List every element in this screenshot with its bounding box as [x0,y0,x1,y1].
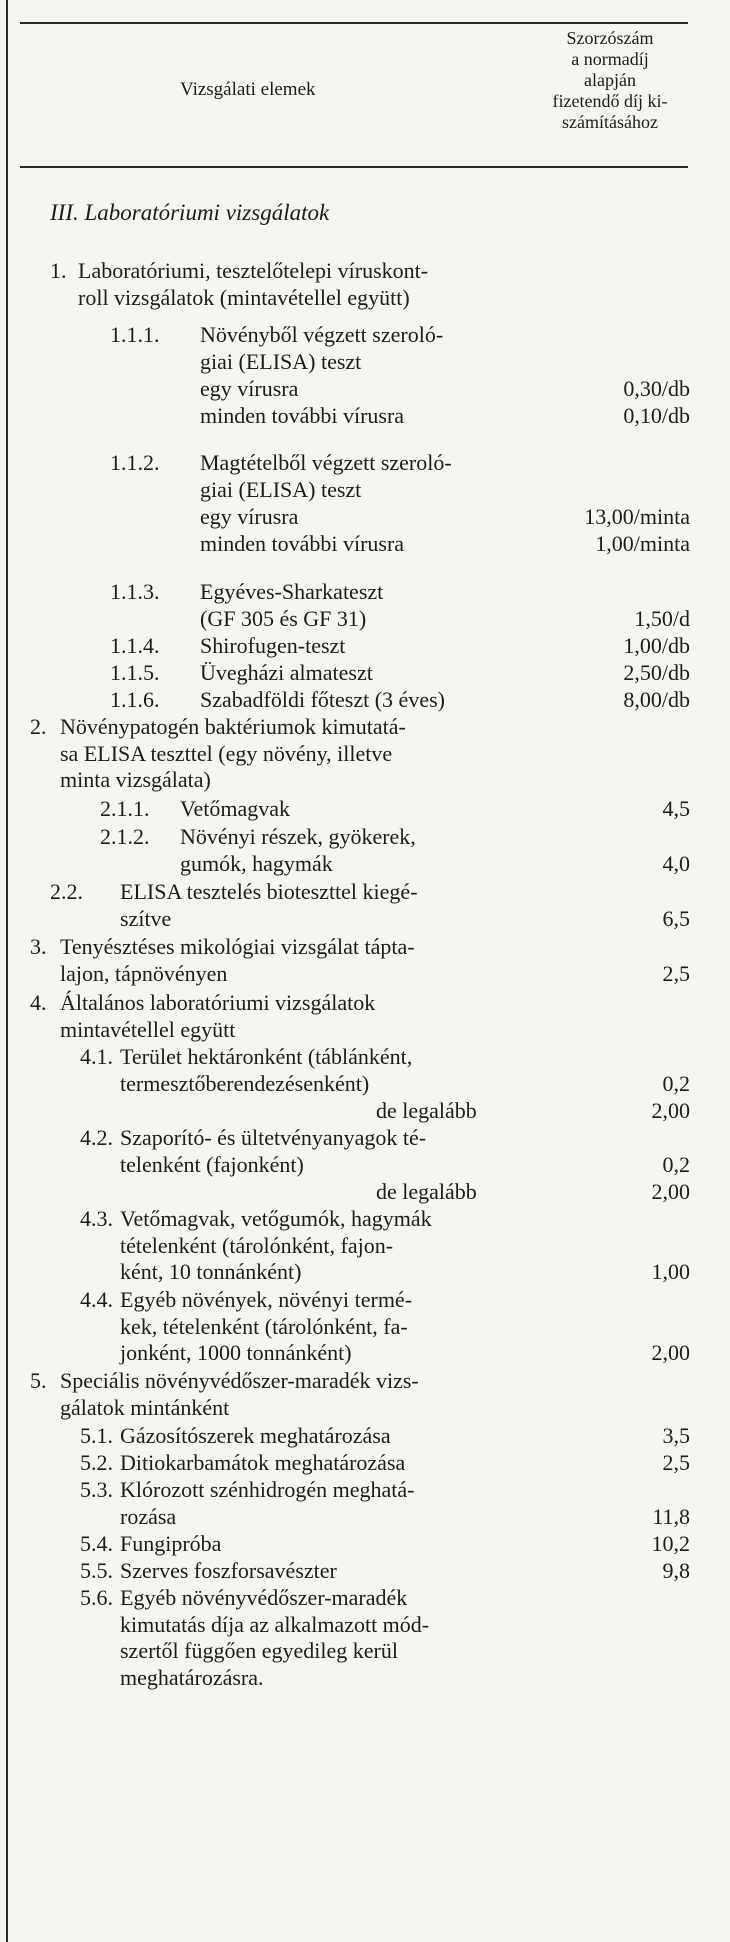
item-number: 2.2. [50,879,83,904]
item-text-line: Vetőmagvak, vetőgumók, hagymák [120,1206,432,1231]
item-text-line: Gázosítószerek meghatározása [120,1423,391,1448]
item-text-line: kek, tételenként (tárolónként, fa- [120,1313,408,1339]
column-header-multiplier [520,28,700,133]
item-text-line: jonként, 1000 tonnánként) [120,1340,352,1366]
item-number: 5.6. [80,1585,113,1610]
multiplier-value: 11,8 [652,1503,690,1529]
item-number: 5.2. [80,1450,113,1475]
item-text-line: giai (ELISA) teszt [200,348,362,374]
item-text-line: Laboratóriumi, tesztelőtelepi víruskont- [78,258,429,283]
item-text-line: Terület hektáronként (táblánként, [120,1044,413,1069]
multiplier-value: 4,5 [662,796,690,821]
item-number: 1. [50,258,67,283]
item-text-line: Ditiokarbamátok meghatározása [120,1450,406,1475]
item-text-line: kimutatás díja az alkalmazott mód- [120,1611,430,1637]
item-text-line: egy vírusra [200,504,299,529]
multiplier-value: 0,2 [662,1070,690,1096]
item-text-line: szítve [120,905,172,931]
multiplier-value: 2,5 [662,960,690,986]
item-number: 5.5. [80,1558,113,1583]
item-number: 4.4. [80,1287,113,1312]
multiplier-value: 4,0 [662,850,690,876]
header-line: Szorzószám [566,28,654,48]
item-text-line: giai (ELISA) teszt [200,476,362,502]
item-number: 1.1.3. [110,579,160,604]
item-text-line: (GF 305 és GF 31) [200,605,367,631]
item-text-line: meghatározásra. [120,1665,264,1691]
item-text-line: gálatok mintánként [60,1394,230,1420]
item-text-line: rozása [120,1503,177,1529]
multiplier-value: 2,00 [651,1340,690,1366]
multiplier-value: 9,8 [662,1558,690,1583]
multiplier-value: 13,00/minta [584,504,690,529]
multiplier-value: 2,50/db [623,660,690,685]
item-text-line: minta vizsgálata) [60,767,211,793]
multiplier-value: 1,00/db [623,633,690,658]
item-text-line: ként, 10 tonnánként) [120,1259,302,1285]
item-text-line: termesztőberendezésenként) [120,1070,370,1096]
item-number: 5. [30,1368,47,1393]
multiplier-value: 1,00 [651,1259,690,1285]
item-number: 1.1.2. [110,450,160,475]
multiplier-value: 0,30/db [623,376,690,401]
item-text-line: Shirofugen-teszt [200,633,346,658]
item-text-line: sa ELISA teszttel (egy növény, illetve [60,740,393,766]
item-text-line: telenként (fajonként) [120,1151,304,1177]
multiplier-value: 2,00 [651,1179,690,1204]
item-text-line: Növénypatogén baktériumok kimutatá- [60,714,406,739]
header-rule [20,166,688,168]
multiplier-value: 6,5 [662,905,690,931]
item-number: 2.1.2. [100,824,150,849]
multiplier-value: 1,00/minta [595,531,690,556]
multiplier-value: 1,50/d [634,605,690,631]
item-number: 1.1.1. [110,322,160,347]
column-header-elements: Vizsgálati elemek [180,79,316,100]
multiplier-value: 10,2 [651,1531,690,1556]
multiplier-value: 8,00/db [623,687,690,712]
item-text-line: de legalább [376,1179,477,1204]
item-text-line: Szaporító- és ültetvényanyagok té- [120,1125,427,1150]
item-text-line: Egyéb növényvédőszer-maradék [120,1585,408,1610]
item-text-line: Klórozott szénhidrogén meghatá- [120,1477,415,1502]
item-number: 2.1.1. [100,796,150,821]
item-text-line: Speciális növényvédőszer-maradék vizs- [60,1368,419,1393]
item-number: 2. [30,714,47,739]
item-number: 1.1.4. [110,633,160,658]
item-number: 5.3. [80,1477,113,1502]
item-number: 4.2. [80,1125,113,1150]
item-number: 1.1.5. [110,660,160,685]
item-text-line: Általános laboratóriumi vizsgálatok [60,990,376,1015]
top-rule [20,22,688,24]
item-number: 1.1.6. [110,687,160,712]
item-text-line: szertől függően egyedileg kerül [120,1638,398,1664]
item-number: 4.1. [80,1044,113,1069]
item-text-line: Egyéb növények, növényi termé- [120,1287,413,1312]
multiplier-value: 2,5 [662,1450,690,1475]
header-line: alapján [584,70,636,90]
header-line: a normadíj [571,49,649,69]
item-text-line: Fungipróba [120,1531,222,1556]
item-text-line: lajon, tápnövényen [60,960,228,986]
left-margin-line [6,0,8,1942]
multiplier-value: 2,00 [651,1098,690,1123]
item-text-line: Vetőmagvak [180,796,290,821]
item-number: 4. [30,990,47,1015]
item-text-line: ELISA tesztelés bioteszttel kiegé- [120,879,418,904]
item-text-line: egy vírusra [200,376,299,401]
item-text-line: Szerves foszforsavészter [120,1558,337,1583]
item-text-line: tételenként (tárolónként, fajon- [120,1232,394,1258]
header-line: fizetendő díj ki- [552,91,668,111]
item-text-line: Egyéves-Sharkateszt [200,579,384,604]
item-text-line: Magtételből végzett szeroló- [200,450,452,475]
item-text-line: minden további vírusra [200,403,405,428]
item-text-line: Üvegházi almateszt [200,660,373,685]
item-number: 3. [30,934,47,959]
item-text-line: mintavétellel együtt [60,1016,236,1042]
multiplier-value: 3,5 [662,1423,690,1448]
multiplier-value: 0,2 [662,1151,690,1177]
header-line: számításához [562,112,658,132]
item-number: 4.3. [80,1206,113,1231]
section-title: III. Laboratóriumi vizsgálatok [50,200,330,225]
item-text-line: Növényből végzett szeroló- [200,322,444,347]
item-text-line: roll vizsgálatok (mintavétellel együtt) [78,284,410,310]
item-text-line: Növényi részek, gyökerek, [180,824,416,849]
item-text-line: gumók, hagymák [180,850,333,876]
item-text-line: minden további vírusra [200,531,405,556]
item-text-line: Tenyésztéses mikológiai vizsgálat tápta- [60,934,415,959]
item-number: 5.4. [80,1531,113,1556]
multiplier-value: 0,10/db [623,403,690,428]
item-number: 5.1. [80,1423,113,1448]
item-text-line: Szabadföldi főteszt (3 éves) [200,687,445,712]
item-text-line: de legalább [376,1098,477,1123]
